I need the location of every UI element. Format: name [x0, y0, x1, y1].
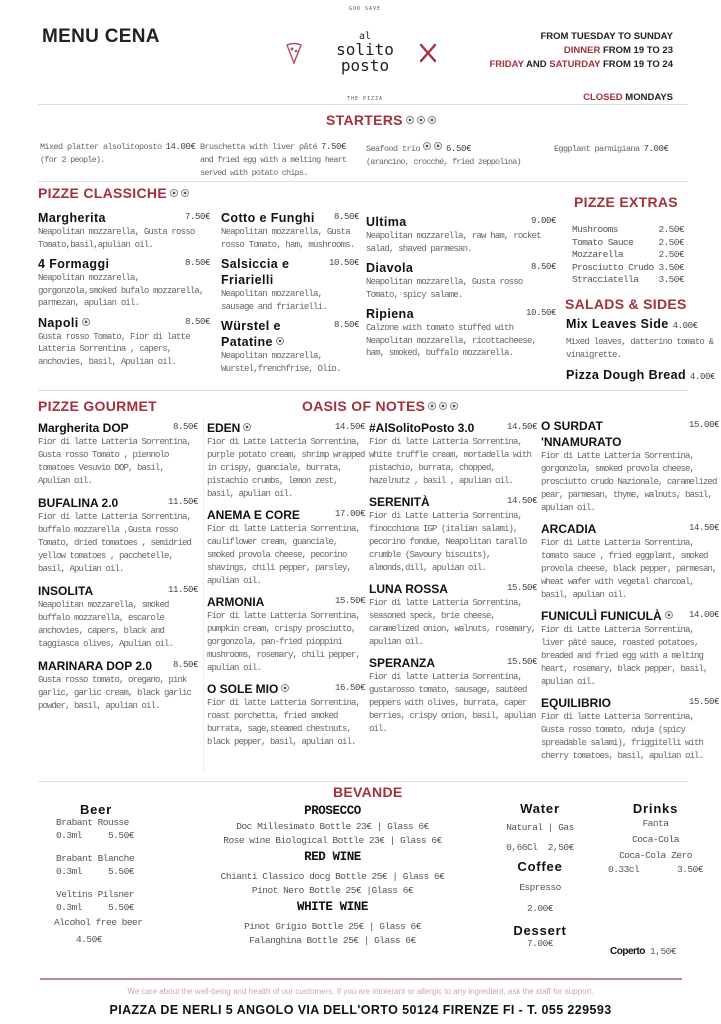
menu-item	[566, 316, 716, 361]
menu-item-name: Margherita	[38, 211, 106, 225]
menu-item	[40, 138, 198, 167]
drink-item: Coca-Cola Zero	[619, 850, 692, 861]
menu-item-description: Neapolitan mozzarella, Gusta rosso Tomato, ham, mushrooms.	[221, 227, 355, 250]
menu-item-description: and fried egg with a melting heart served with potato chips.	[200, 155, 347, 178]
menu-column	[38, 420, 198, 713]
menu-item-header	[369, 494, 537, 510]
menu-item-header	[38, 420, 198, 436]
menu-item-header	[366, 140, 526, 156]
menu-item-price: 7.50€	[184, 212, 210, 222]
menu-column	[221, 210, 359, 375]
menu-item-name: Margherita DOP	[38, 421, 129, 435]
menu-item-description: Gusta rosso tomato, oregano, pink garlic, garlic cream, black garlic powder, basil, apulian oil.	[38, 675, 192, 711]
menu-item-description: Fior di latte Latteria Sorrentina, Gusta rosso tomato, nduja (spicy spreadable salami), friggitelli with cherry tomatoes, basil, apulian oil.	[541, 712, 704, 761]
menu-item	[38, 315, 210, 369]
menu-item-header	[566, 316, 716, 332]
menu-item-description: Fior di latte Latteria Sorrentina, gustarosso tomato, sausage, sautèed peppers with olives, burrata, caper berries, crispy onion, basil, apulian oil.	[369, 672, 536, 734]
menu-item	[207, 420, 365, 501]
menu-item-name: Pizza Dough Bread	[566, 368, 687, 382]
menu-item-price: 15.50€	[506, 657, 537, 667]
menu-item-header	[369, 420, 537, 436]
menu-item-header	[38, 210, 210, 226]
saturday-label: SATURDAY	[549, 59, 601, 70]
menu-item	[541, 418, 719, 515]
column-divider	[203, 418, 204, 773]
wine-group-title: RED WINE	[304, 850, 361, 864]
menu-item-description: Fior di latte Latteria Sorrentina, Gusta rosso Tomato , piennolo tomatoes Vesuvio DOP, basil, Apulian oil.	[38, 437, 192, 486]
menu-item-description: Fior di latte Latteria Sorrentina, seasoned speck, brie cheese, caramelized onion, walnuts, rosemary, apulian oil.	[369, 598, 536, 647]
menu-item-name: MARINARA DOP 2.0	[38, 659, 153, 673]
extras-row	[572, 224, 684, 237]
extra-price: 3.50€	[658, 274, 684, 286]
diet-icon	[450, 402, 458, 410]
menu-item	[200, 138, 360, 180]
menu-item-header	[554, 140, 684, 156]
hours-dinner	[489, 44, 673, 58]
menu-item-price: 15.50€	[506, 583, 537, 593]
drinks-title: Drinks	[632, 801, 679, 816]
logo-posto: posto	[340, 56, 390, 75]
beer-section	[56, 802, 146, 945]
menu-item-description: Fior di latte Latteria Sorrentina, buffalo mozzarella ,Gusta rosso Tomato, dried tomatoes , semidried yellow tomatoes , pacchetelle, basil, Apulian oil.	[38, 512, 192, 574]
menu-item-header	[207, 681, 365, 697]
menu-item-header	[221, 256, 359, 288]
menu-item-description: Fior di Latte Latteria Sorrentina, finocchiona IGP (italian salami), pecorino fondue, Neapolitan tarallo crumble (Savoury biscuits), almonds,dill, apulian oil.	[369, 511, 527, 573]
menu-item-name: ARCADIA	[541, 522, 597, 536]
extras-row	[572, 249, 684, 262]
beer-item	[56, 853, 146, 877]
diet-icon	[243, 423, 251, 431]
coffee-name: Espresso	[519, 882, 561, 893]
diet-icon	[181, 189, 189, 197]
menu-item	[554, 140, 684, 156]
extras-row	[572, 237, 684, 250]
menu-item-header	[541, 418, 719, 450]
wine-group-title: PROSECCO	[304, 804, 361, 818]
extra-price: 2.50€	[658, 236, 684, 248]
coperto	[610, 946, 676, 957]
menu-item-header	[207, 420, 365, 436]
menu-item-price: 11.50€	[167, 497, 198, 507]
beer-size-price	[56, 902, 134, 913]
footer-divider	[40, 978, 682, 980]
menu-item-header	[207, 507, 365, 523]
menu-column	[366, 214, 556, 360]
menu-item-price: 7.50€	[321, 142, 347, 152]
drinks-section	[608, 801, 703, 875]
wine-group-title: WHITE WINE	[296, 900, 368, 914]
menu-item-header	[366, 306, 556, 322]
menu-item-name: #AlSolitoPosto 3.0	[369, 421, 475, 435]
beer-item	[56, 817, 146, 841]
menu-item-header	[38, 583, 198, 599]
wine-line: Doc Millesimato Bottle 23€ | Glass 6€	[236, 821, 429, 832]
menu-item-name: Würstel e Patatine	[221, 319, 281, 349]
menu-item-name: Seafood trio	[366, 144, 421, 154]
menu-item-name: EDEN	[207, 421, 241, 435]
extras-title: PIZZE EXTRAS	[574, 194, 678, 210]
menu-column	[200, 138, 360, 180]
menu-item-price: 8.50€	[333, 320, 359, 330]
menu-column	[554, 140, 684, 156]
menu-item	[221, 210, 359, 251]
menu-item-description: Neapolitan mozzarella, raw ham, rocket salad, shaved parmesan.	[366, 231, 541, 254]
alcohol-free-beer: Alcohol free beer	[54, 917, 143, 928]
wine-section	[200, 804, 465, 946]
dessert-title: Dessert	[513, 923, 567, 938]
menu-column	[369, 420, 537, 736]
menu-column	[566, 316, 716, 383]
menu-item-name: BUFALINA 2.0	[38, 496, 119, 510]
beer-size-price	[56, 866, 134, 877]
drinks-size: 0.33cl	[608, 864, 640, 875]
menu-item	[541, 521, 719, 602]
menu-item-price: 8.50€	[333, 212, 359, 222]
menu-item-name: Cotto e Funghi	[221, 211, 315, 225]
wine-line: Pinot Grigio Bottle 25€ | Glass 6€	[244, 921, 421, 932]
menu-item-price: 14.50€	[334, 422, 365, 432]
water-coffee-dessert	[495, 801, 585, 949]
menu-column	[40, 138, 198, 167]
hours-weekend	[489, 58, 673, 72]
logo-tagline-top: GOD SAVE	[348, 6, 382, 12]
drink-item: Coca-Cola	[632, 834, 679, 845]
water-types: Natural | Gas	[506, 822, 574, 833]
menu-item-description: Mixed leaves, datterino tomato & vinaigrette.	[566, 337, 714, 360]
address: PIAZZA DE NERLI 5 ANGOLO VIA DELL'ORTO 50124 FIRENZE FI - T. 055 229593	[109, 1003, 612, 1017]
menu-item-description: Neapolitan mozzarella, Gusta rosso Tomato,basil,apulian oil.	[38, 227, 195, 250]
menu-item-name: Mixed platter alsolitoposto	[40, 142, 162, 152]
menu-item	[369, 581, 537, 649]
extra-price: 3.50€	[658, 261, 684, 273]
menu-item	[38, 210, 210, 251]
menu-item-price: 14.00€	[688, 610, 719, 620]
menu-item	[369, 655, 537, 736]
menu-item-description: Fior di Latte Latteria Sorrentina, purple potato cream, shrimp wrapped in crispy, guanciale, burrata, pistachio crumbs, lemon zest, basil, apulian oil.	[207, 437, 365, 499]
divider	[38, 390, 688, 391]
diet-icon	[428, 402, 436, 410]
menu-item-name: SERENITÀ	[369, 495, 430, 509]
menu-item-header	[541, 521, 719, 537]
menu-item-description: Neapolitan mozzarella, Wurstel,frenchfrise, Olio.	[221, 351, 341, 374]
menu-item-name: ARMONIA	[207, 595, 265, 609]
gourmet-title: PIZZE GOURMET	[38, 398, 158, 414]
logo-solito: solito	[336, 40, 394, 59]
beer-size: 0.3ml	[56, 830, 83, 841]
menu-item-price: 14.50€	[506, 422, 537, 432]
menu-item-price: 15.50€	[688, 697, 719, 707]
menu-item-header	[221, 210, 359, 226]
beer-size: 0.3ml	[56, 866, 83, 877]
beer-price: 5.50€	[107, 902, 134, 913]
menu-item-name: Napoli	[38, 315, 79, 330]
menu-item-header	[40, 138, 198, 154]
divider	[38, 104, 688, 105]
menu-item-description: Neapolitan mozzarella, sausage and friarielli.	[221, 289, 327, 312]
menu-item-description: Fior di Latte Latteria Sorrentina, liver pâté sauce, roasted potatoes, breaded and fried egg with a melting heart, rosemary, black pepper, basil, apulian oil.	[541, 625, 708, 687]
menu-item-name: INSOLITA	[38, 584, 94, 598]
menu-item-description: (arancino, crocché, fried zeppolina)	[366, 157, 521, 167]
menu-item-name: EQUILIBRIO	[541, 696, 612, 710]
menu-title: MENU CENA	[42, 26, 160, 47]
menu-item-header	[369, 655, 537, 671]
diet-icon	[417, 116, 425, 124]
menu-item-price: 14.50€	[688, 523, 719, 533]
menu-item-price: 11.50€	[167, 585, 198, 595]
beer-name: Veltins Pilsner	[56, 889, 135, 900]
starters-title	[326, 112, 436, 128]
classiche-title-text: PIZZE CLASSICHE	[38, 185, 167, 201]
menu-item	[207, 681, 365, 749]
and-label: AND	[523, 59, 550, 70]
menu-item	[38, 583, 198, 651]
diet-icon	[82, 318, 90, 326]
salads-title: SALADS & SIDES	[565, 296, 687, 312]
water-size: 0,66Cl	[506, 842, 538, 853]
menu-item-description: Neapolitan mozzarella, gorgonzola,smoked bufalo mozzarella, parmezan, apulian oil.	[38, 273, 204, 308]
diet-icon	[439, 402, 447, 410]
diet-icon	[170, 189, 178, 197]
beer-price: 5.50€	[107, 830, 134, 841]
menu-item	[566, 367, 716, 383]
menu-item-name: Bruschetta with liver pâté	[200, 142, 318, 152]
starters-title-text: STARTERS	[326, 112, 403, 128]
menu-item	[541, 608, 719, 689]
menu-item-description: Fior di latte Latteria Sorrentina, pumpkin cream, crispy prosciutto, gorgonzola, pan-fried pioppini mushrooms, rosemary, chili pepper, apulian oil.	[207, 611, 361, 673]
extra-price: 2.50€	[658, 224, 684, 235]
classiche-title	[38, 185, 189, 201]
menu-item-description: Fior di latte Latteria Sorrentina, white truffle cream, mortadella with pistachio, burrata, chopped, hazelnutz , basil , apulian oil.	[369, 437, 532, 486]
beer-size: 0.3ml	[56, 902, 83, 913]
menu-column	[207, 420, 365, 749]
menu-column	[366, 140, 526, 169]
menu-item	[38, 658, 198, 713]
menu-item-price: 16.50€	[334, 683, 365, 693]
menu-item-description: Fior di latte Latteria Sorrentina, cauliflower cream, guanciale, smoked provola cheese, pecorino shavings, chili pepper, parsley, apulian oil.	[207, 524, 361, 586]
closed-notice	[583, 92, 673, 103]
extra-name: Stracciatella	[572, 274, 639, 286]
coperto-label: Coperto	[610, 946, 645, 957]
menu-item	[366, 306, 556, 360]
menu-item-price: 6.50€	[446, 144, 472, 154]
menu-item-header	[200, 138, 360, 154]
menu-item-header	[207, 594, 365, 610]
beer-title: Beer	[79, 802, 113, 817]
menu-item-price: 15.00€	[688, 420, 719, 430]
drink-item: Fanta	[642, 818, 669, 829]
beer-size-price	[56, 830, 134, 841]
menu-item-price: 15.50€	[334, 596, 365, 606]
menu-item-name: FUNICULÌ FUNICULÀ	[541, 609, 662, 623]
diet-icon	[428, 116, 436, 124]
menu-item-price: 8.50€	[530, 262, 556, 272]
menu-item-header	[38, 256, 210, 272]
menu-item	[369, 420, 537, 488]
extras-row	[572, 274, 684, 287]
coperto-price: 1,50€	[650, 946, 677, 957]
wine-line: Falanghina Bottle 25€ | Glass 6€	[249, 935, 416, 946]
menu-item-description: Calzone with tomato stuffed with Neapolitan mozzarella, ricottacheese, ham, smoked, buffalo mozzarella.	[366, 323, 537, 358]
extras-list	[572, 224, 684, 287]
diet-icon	[423, 142, 431, 150]
wine-line: Rose wine Biological Bottle 23€ | Glass 6€	[223, 835, 442, 846]
menu-column	[38, 210, 210, 368]
water-size-price	[495, 842, 585, 853]
menu-item-name: Ultima	[366, 215, 407, 229]
weekend-time: FROM 19 TO 24	[600, 59, 673, 70]
menu-item-header	[221, 318, 359, 350]
drinks-list	[608, 816, 703, 864]
divider	[38, 781, 688, 782]
drinks-price: 3.50€	[676, 864, 703, 875]
extra-price: 2.50€	[658, 249, 684, 261]
beer-price: 5.50€	[107, 866, 134, 877]
coffee-title: Coffee	[517, 859, 563, 874]
pizza-slice-icon	[286, 42, 302, 64]
extra-name: Prosciutto Crudo	[572, 261, 654, 273]
menu-item-header	[566, 367, 716, 383]
menu-item-name: Salsiccia e Friarielli	[221, 257, 290, 287]
beer-item	[56, 889, 146, 913]
extras-row	[572, 262, 684, 275]
menu-item-price: 8.50€	[172, 422, 198, 432]
menu-item-name: Ripiena	[366, 307, 414, 321]
menu-item-header	[541, 608, 719, 624]
menu-item-price: 7.00€	[643, 144, 669, 154]
dinner-time: FROM 19 TO 23	[600, 45, 673, 56]
menu-item	[38, 256, 210, 310]
menu-item-name: ANEMA E CORE	[207, 508, 300, 522]
menu-item-name: Mix Leaves Side	[566, 317, 669, 331]
menu-item	[366, 260, 556, 301]
diet-icon	[281, 684, 289, 692]
water-price: 2,50€	[547, 842, 574, 853]
menu-item-price: 9.00€	[530, 216, 556, 226]
logo-al: al	[358, 31, 372, 42]
beer-name: Brabant Rousse	[56, 817, 129, 828]
menu-item	[221, 318, 359, 375]
menu-item-name: Diavola	[366, 261, 414, 275]
menu-item-header	[38, 315, 210, 331]
menu-item-header	[366, 214, 556, 230]
diet-icon	[434, 142, 442, 150]
logo-tagline-bottom: THE PIZZA	[346, 96, 384, 102]
menu-item	[207, 594, 365, 675]
menu-item	[366, 214, 556, 255]
menu-item-price: 8.50€	[184, 258, 210, 268]
opening-hours	[489, 30, 673, 72]
menu-item-name: O SOLE MIO	[207, 682, 279, 696]
menu-item-price: 17.00€	[334, 509, 365, 519]
menu-item-description: Neapolitan mozzarella, Gusta rosso Tomato, spicy salame.	[366, 277, 523, 300]
coffee-price: 2.00€	[526, 903, 553, 914]
menu-item	[38, 420, 198, 488]
wine-line: Chianti Classico docg Bottle 25€ | Glass 6€	[220, 871, 445, 882]
extra-name: Tomato Sauce	[572, 236, 634, 248]
oasis-title-text: OASIS OF NOTES	[302, 398, 426, 414]
menu-item-description: Neapolitan mozzarella, smoked buffalo mozzarella, escarole anchovies, capers, black and taggiasca olives, Apulian oil.	[38, 600, 174, 649]
menu-item-price: 8.50€	[172, 660, 198, 670]
menu-item-description: Gusta rosso Tomato, Fior di latte Latteria Sorrentina , capers, anchovies, basil, Apulian oil.	[38, 331, 190, 367]
menu-item-header	[366, 260, 556, 276]
menu-item-header	[369, 581, 537, 597]
hours-days: FROM TUESDAY TO SUNDAY	[540, 31, 673, 42]
menu-item	[38, 495, 198, 576]
menu-item-description: (for 2 people).	[40, 155, 105, 165]
menu-item-price: 10.50€	[328, 258, 359, 268]
water-title: Water	[520, 801, 560, 816]
menu-item-name: SPERANZA	[369, 656, 436, 670]
wine-line: Pinot Nero Bottle 25€ |Glass 6€	[251, 885, 414, 896]
menu-column	[541, 418, 719, 763]
menu-item-description: Fior di Latte Latteria Sorrentina, tomato sauce , fried eggplant, smoked provola cheese, black pepper, parmesan, wheat wafer with vegetal charcoal, basil, apulian oil.	[541, 538, 717, 600]
alcohol-free-price: 4.50€	[76, 934, 103, 945]
diet-icon	[406, 116, 414, 124]
beer-name: Brabant Blanche	[56, 853, 135, 864]
beer-list	[56, 817, 146, 913]
menu-item-name: LUNA ROSSA	[369, 582, 448, 596]
bevande-title: BEVANDE	[333, 784, 403, 800]
allergy-note: We care about the well-being and health of our customers. If you are intolerant or allergic to any ingredient, ask the staff for support.	[127, 987, 594, 996]
menu-item-name: 4 Formaggi	[38, 257, 110, 271]
menu-item-price: 10.50€	[525, 308, 556, 318]
menu-item-price: 14.50€	[506, 496, 537, 506]
closed-day: MONDAYS	[622, 92, 673, 103]
drinks-size-price	[608, 864, 703, 875]
dinner-label: DINNER	[563, 45, 601, 56]
menu-item-price: 8.50€	[184, 316, 210, 327]
dessert-price: 7.00€	[526, 938, 553, 949]
menu-item	[207, 507, 365, 588]
menu-item-price: 14.00€	[165, 142, 196, 152]
menu-item	[221, 256, 359, 313]
oasis-title	[302, 398, 458, 414]
menu-item-header	[38, 495, 198, 511]
menu-item	[366, 140, 526, 169]
closed-label: CLOSED	[583, 92, 623, 103]
diet-icon	[276, 337, 284, 345]
extra-name: Mozzarella	[572, 249, 624, 261]
friday-label: FRIDAY	[489, 59, 524, 70]
menu-item-header	[38, 658, 198, 674]
menu-item	[541, 695, 719, 763]
menu-item-description: Fior di latte Latteria Sorrentina, roast porchetta, fried smoked burrata, sage,steamed chestnuts, black pepper, basil, apulian oil.	[207, 698, 361, 747]
menu-item-header	[541, 695, 719, 711]
divider	[38, 181, 688, 182]
menu-item	[369, 494, 537, 575]
menu-item-price: 4.00€	[690, 372, 716, 382]
menu-item-price: 4.00€	[672, 321, 698, 331]
menu-item-description: Fior di Latte Latteria Sorrentina, gorgonzola, smoked provola cheese, prosciutto crudo Nazionale, caramelized pear, parmesan, thyme, walnuts, basil, apulian oil.	[541, 451, 717, 513]
menu-item-name: O SURDAT 'NNAMURATO	[541, 419, 622, 449]
extra-name: Mushrooms	[572, 224, 618, 235]
menu-item-name: Eggplant parmigiana	[554, 144, 640, 154]
diet-icon	[665, 611, 673, 619]
fork-knife-icon	[418, 42, 438, 64]
